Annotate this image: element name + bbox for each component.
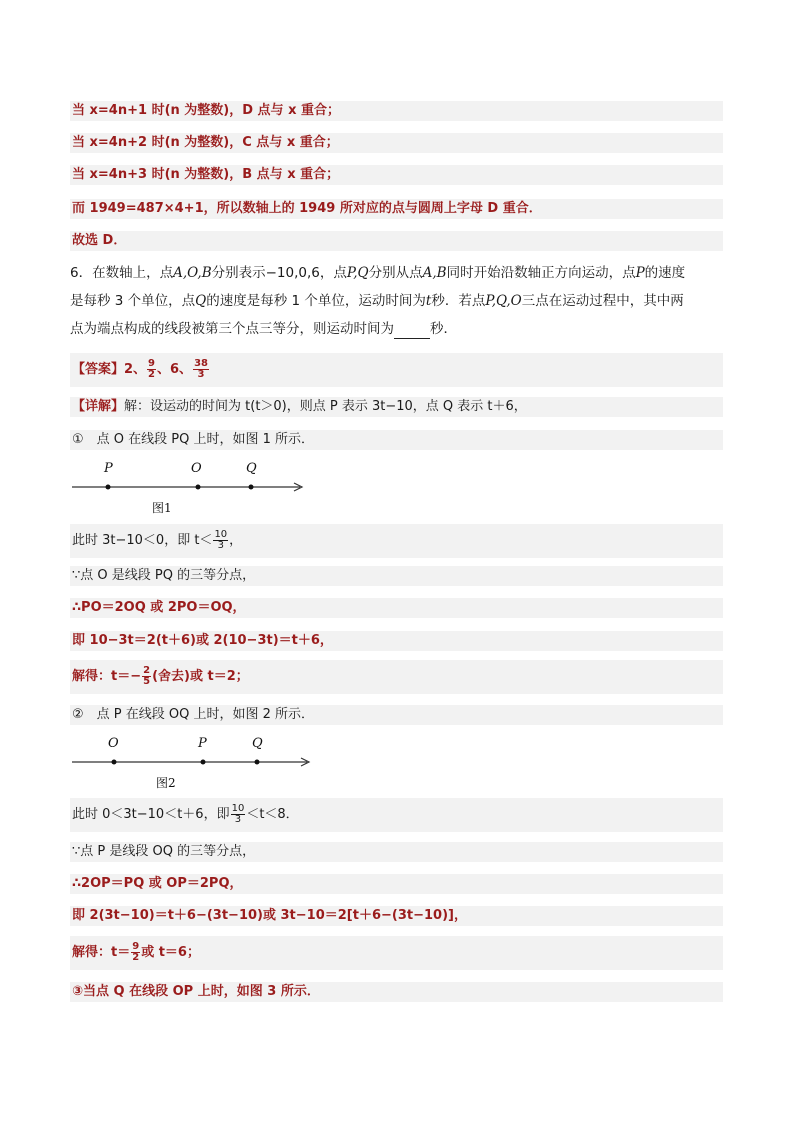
case2-solution: 解得：t＝ $\frac{9}{2}$ 或 t＝6； [70, 936, 723, 970]
answer-blank [394, 324, 430, 339]
figure-caption: 图2 [156, 776, 176, 790]
case1-relation: ∴PO＝2OQ 或 2PO＝OQ， [70, 598, 723, 618]
point-p [201, 760, 206, 765]
label-q: Q [246, 461, 257, 476]
detail-row: 【详解】解：设运动的时间为 t(t＞0)，则点 P 表示 3t−10，点 Q 表示 t＋6， [70, 397, 723, 417]
point-o [196, 485, 201, 490]
case1-solution: 解得：t＝− $\frac{2}{5}$ (舍去)或 t＝2； [70, 660, 723, 694]
figure-caption: 图1 [152, 501, 172, 515]
case3-title: ③当点 Q 在线段 OP 上时，如图 3 所示． [70, 982, 723, 1002]
case2-reason: ∵点 P 是线段 OQ 的三等分点， [70, 842, 723, 862]
label-q: Q [252, 736, 263, 751]
answer-fraction-2: $\frac{38}{3}$ [194, 358, 208, 380]
label-o: O [191, 461, 202, 476]
label-p: P [198, 736, 207, 751]
point-p [106, 485, 111, 490]
line-choose-d: 故选 D． [70, 231, 723, 251]
question-6 [70, 263, 725, 341]
case2-title: ② 点 P 在线段 OQ 上时，如图 2 所示． [70, 705, 723, 725]
point-o [112, 760, 117, 765]
question-line-1: 6．在数轴上，点A,O,B分别表示−10,0,6，点P,Q分别从点A,B同时开始沿数轴正方向运动，点P的速度 [70, 265, 686, 281]
case1-title: ① 点 O 在线段 PQ 上时，如图 1 所示． [70, 430, 723, 450]
case1-equation: 即 10−3t＝2(t＋6)或 2(10−3t)＝t＋6， [70, 631, 723, 651]
line-conclusion: 而 1949=487×4+1，所以数轴上的 1949 所对应的点与圆周上字母 D 重合． [70, 199, 723, 219]
case2-condition: 此时 0＜3t−10＜t＋6，即 $\frac{10}{3}$ ＜t＜8． [70, 798, 723, 832]
figure-2-number-line [72, 733, 314, 791]
point-q [255, 760, 260, 765]
answer-row: 【答案】2、 $\frac{9}{2}$ 、6、 $\frac{38}{3}$ [70, 353, 723, 387]
case1-reason: ∵点 O 是线段 PQ 的三等分点， [70, 566, 723, 586]
answer-fraction-1: $\frac{9}{2}$ [148, 358, 156, 380]
line-case-d: 当 x=4n+1 时(n 为整数)，D 点与 x 重合； [70, 101, 723, 121]
line-case-c: 当 x=4n+2 时(n 为整数)，C 点与 x 重合； [70, 133, 723, 153]
question-line-3: 点为端点构成的线段被第三个点三等分，则运动时间为 秒． [70, 321, 457, 337]
point-q [249, 485, 254, 490]
case2-equation: 即 2(3t−10)＝t＋6−(3t−10)或 3t−10＝2[t＋6−(3t−10)]， [70, 906, 723, 926]
question-line-2: 是每秒 3 个单位，点Q的速度是每秒 1 个单位，运动时间为t秒．若点P,Q,O三点在运动过程中，其中两 [70, 293, 684, 309]
label-o: O [108, 736, 119, 751]
figure-1-number-line [72, 458, 307, 516]
case2-relation: ∴2OP＝PQ 或 OP＝2PQ， [70, 874, 723, 894]
line-case-b: 当 x=4n+3 时(n 为整数)，B 点与 x 重合； [70, 165, 723, 185]
label-p: P [104, 461, 113, 476]
case1-condition: 此时 3t−10＜0，即 t＜ $\frac{10}{3}$ ， [70, 524, 723, 558]
